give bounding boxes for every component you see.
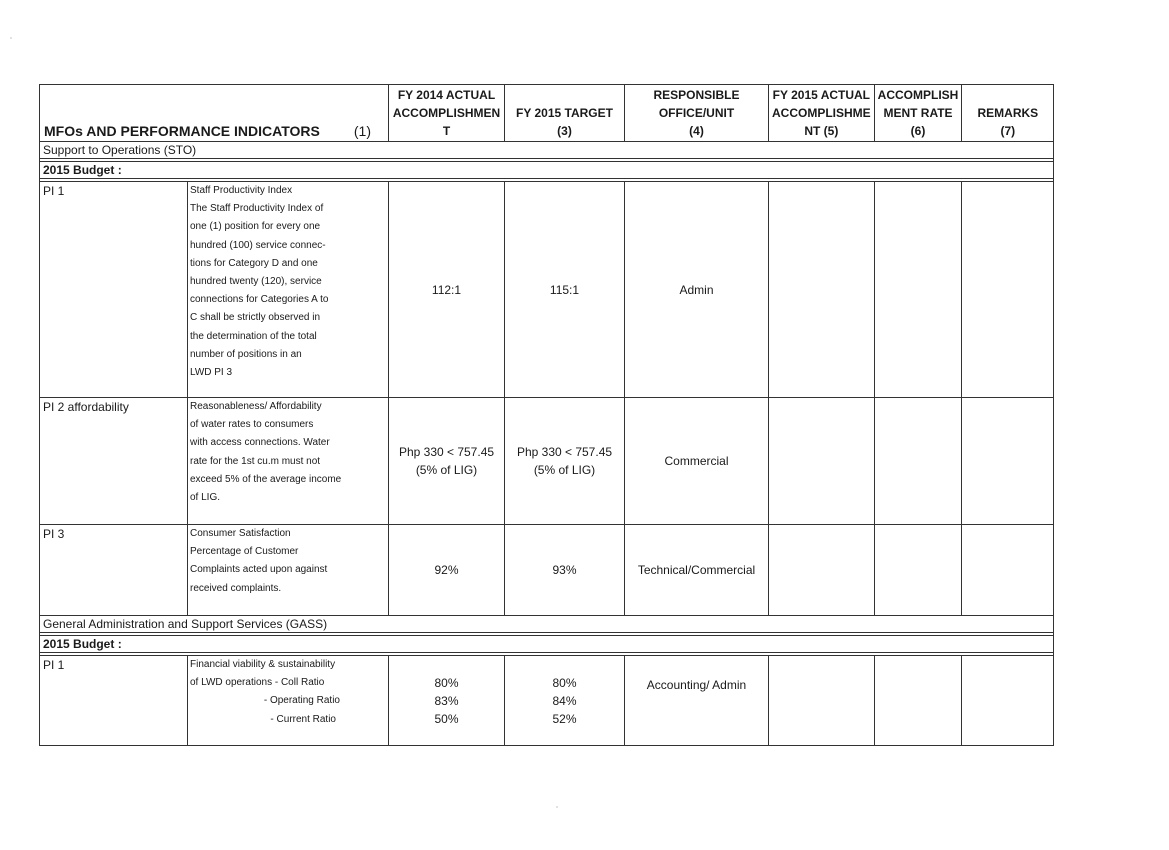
desc-line: with access connections. Water <box>190 437 330 449</box>
scan-speck <box>556 806 558 808</box>
header-rate-num: (6) <box>910 124 926 138</box>
desc-line: rate for the 1st cu.m must not <box>190 455 321 467</box>
header-fy2014: FY 2014 ACTUAL ACCOMPLISHMEN T <box>389 85 505 142</box>
header-office-num: (4) <box>689 124 704 138</box>
header-remarks-label: REMARKS <box>977 106 1039 120</box>
desc-line: Staff Productivity Index <box>190 185 293 196</box>
header-fy2015-target: FY 2015 TARGET (3) <box>505 85 625 142</box>
fy2014-value: 112:1 <box>389 182 505 398</box>
header-mfo-label: MFOs AND PERFORMANCE INDICATORS <box>44 123 320 139</box>
section-row-sto <box>40 142 1054 159</box>
fy2014-values <box>389 656 505 746</box>
budget-label: 2015 Budget : <box>40 162 1054 179</box>
coll-ratio-2014: 80% <box>434 675 459 690</box>
desc-line: Reasonableness/ Affordability <box>190 401 322 412</box>
coll-ratio-target: 80% <box>552 675 577 690</box>
desc-line: Percentage of Customer <box>190 546 299 558</box>
header-fy2015-actual: FY 2015 ACTUAL ACCOMPLISHME NT (5) <box>769 85 875 142</box>
pi-description <box>188 525 389 616</box>
fy2015-actual-cell <box>769 182 875 398</box>
budget-row <box>40 162 1054 179</box>
desc-line: C shall be strictly observed in <box>190 312 321 324</box>
desc-line: exceed 5% of the average income <box>190 473 342 485</box>
performance-indicators-table <box>39 84 1054 746</box>
fy2015-target-value: 115:1 <box>505 182 625 398</box>
desc-line: The Staff Productivity Index of <box>190 203 324 215</box>
section-row-gass <box>40 616 1054 633</box>
accomplishment-rate-cell <box>874 525 962 616</box>
operating-ratio-2014: 83% <box>434 693 459 708</box>
indicator-row-financial-viability <box>40 656 1054 746</box>
desc-line: the determination of the total <box>190 330 317 342</box>
desc-line: hundred (100) service connec- <box>190 239 326 251</box>
pi-description <box>188 398 389 525</box>
responsible-office: Accounting/ Admin <box>625 656 769 746</box>
fy2015-actual-cell <box>769 398 875 525</box>
budget-label: 2015 Budget : <box>40 636 1054 653</box>
desc-line: - Operating Ratio <box>263 695 340 707</box>
header-mfo-num: (1) <box>353 123 371 139</box>
header-office-label: RESPONSIBLE OFFICE/UNIT <box>653 88 740 120</box>
fy2015-actual-cell <box>769 656 875 746</box>
indicator-row-consumer-satisfaction <box>40 525 1054 616</box>
header-remarks-num: (7) <box>1000 124 1016 138</box>
current-ratio-2014: 50% <box>434 711 459 726</box>
fy2014-value: 92% <box>389 525 505 616</box>
responsible-office: Technical/Commercial <box>625 525 769 616</box>
section-title: General Administration and Support Services (GASS) <box>40 616 1054 633</box>
desc-line: Complaints acted upon against <box>190 564 328 576</box>
fy2015-target-value: Php 330 < 757.45 (5% of LIG) <box>505 398 625 525</box>
fy2015-target-value: 93% <box>505 525 625 616</box>
header-rate-label: ACCOMPLISH MENT RATE <box>877 88 959 120</box>
desc-line: LWD PI 3 <box>190 367 233 379</box>
desc-line: tions for Category D and one <box>190 257 318 269</box>
desc-line: one (1) position for every one <box>190 221 321 233</box>
operating-ratio-target: 84% <box>552 693 577 708</box>
fy2015-target-values <box>505 656 625 746</box>
responsible-office: Commercial <box>625 398 769 525</box>
current-ratio-target: 52% <box>552 711 577 726</box>
desc-line: received complaints. <box>190 582 282 594</box>
pi-description <box>188 656 389 746</box>
pi-label: PI 2 affordability <box>40 398 188 525</box>
header-remarks <box>962 85 1054 142</box>
desc-line: Consumer Satisfaction <box>190 528 291 539</box>
accomplishment-rate-cell <box>874 656 962 746</box>
pi-label: PI 3 <box>40 525 188 616</box>
fy2015-actual-cell <box>769 525 875 616</box>
header-office <box>625 85 769 142</box>
remarks-cell <box>962 656 1054 746</box>
section-title: Support to Operations (STO) <box>40 142 1054 159</box>
remarks-cell <box>962 398 1054 525</box>
header-rate <box>874 85 962 142</box>
desc-line: hundred twenty (120), service <box>190 276 322 288</box>
desc-line: of LWD operations - Coll Ratio <box>190 677 325 689</box>
desc-line: number of positions in an <box>190 348 302 360</box>
desc-line: of water rates to consumers <box>190 419 314 431</box>
accomplishment-rate-cell <box>874 182 962 398</box>
indicator-row-affordability <box>40 398 1054 525</box>
header-mfo <box>40 85 389 142</box>
desc-line: of LIG. <box>190 492 221 504</box>
budget-row <box>40 636 1054 653</box>
desc-line: connections for Categories A to <box>190 294 329 306</box>
desc-line: - Current Ratio <box>270 713 336 725</box>
pi-label: PI 1 <box>40 182 188 398</box>
indicator-row-staff-productivity <box>40 182 1054 398</box>
responsible-office: Admin <box>625 182 769 398</box>
remarks-cell <box>962 182 1054 398</box>
header-row <box>40 85 1054 142</box>
remarks-cell <box>962 525 1054 616</box>
desc-line: Financial viability & sustainability <box>190 659 336 670</box>
pi-description <box>188 182 389 398</box>
scan-speck <box>10 37 12 39</box>
pi-label: PI 1 <box>40 656 188 746</box>
fy2014-value: Php 330 < 757.45 (5% of LIG) <box>389 398 505 525</box>
accomplishment-rate-cell <box>874 398 962 525</box>
